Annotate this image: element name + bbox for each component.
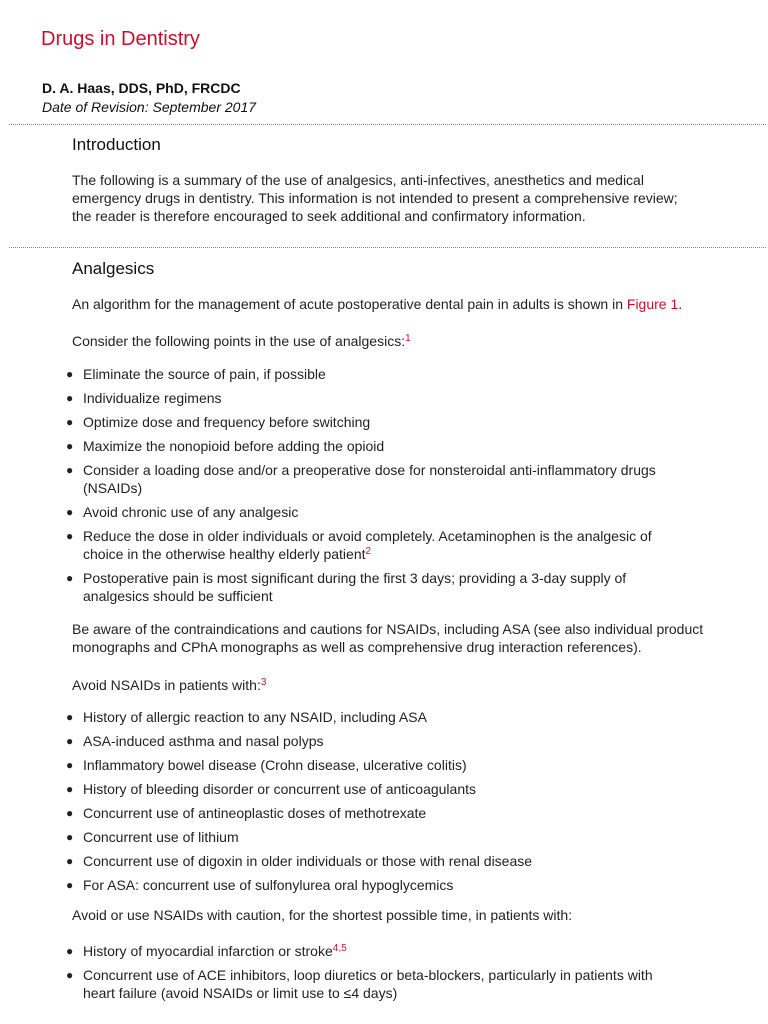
avoid-text: Avoid NSAIDs in patients with: xyxy=(72,677,261,693)
avoid-item xyxy=(0,732,663,750)
algorithm-text: An algorithm for the management of acute postoperative dental pain in adults is shown in xyxy=(72,296,623,312)
list-item-text: Optimize dose and frequency before switching xyxy=(83,414,371,430)
analgesic-points-list xyxy=(0,365,700,605)
list-item-text: Concurrent use of lithium xyxy=(83,829,239,845)
reference-link[interactable]: 2 xyxy=(365,546,372,557)
list-item-text: History of myocardial infarction or stroke xyxy=(83,943,333,959)
author-line: D. A. Haas, DDS, PhD, FRCDC xyxy=(42,80,241,96)
introduction-text: The following is a summary of the use of analgesics, anti-infectives, anesthetics and medical emergency drugs in dentistry. This information is not intended to present a comprehensive review; the reader is therefore encouraged to seek additional and confirmatory information. xyxy=(72,172,678,224)
list-item-text: Individualize regimens xyxy=(83,390,222,406)
analgesic-point xyxy=(0,503,663,521)
list-item-text: Avoid chronic use of any analgesic xyxy=(83,504,299,520)
analgesic-point xyxy=(0,389,663,407)
introduction-heading: Introduction xyxy=(72,135,161,154)
list-item-text: ASA-induced asthma and nasal polyps xyxy=(83,733,324,749)
list-item-text: Concurrent use of ACE inhibitors, loop diuretics or beta-blockers, particularly in patients with heart failure (avoid NSAIDs or limit use to ≤4 days) xyxy=(83,967,653,1001)
avoid-paragraph xyxy=(72,676,712,694)
list-item-text: History of allergic reaction to any NSAID, including ASA xyxy=(83,709,427,725)
document-title: Drugs in Dentistry xyxy=(41,28,200,50)
caution-item xyxy=(0,966,663,1002)
bullet-icon: ● xyxy=(66,830,74,844)
list-item-text: Inflammatory bowel disease (Crohn disease, ulcerative colitis) xyxy=(83,757,467,773)
list-item-text: Consider a loading dose and/or a preoperative dose for nonsteroidal anti-inflammatory drugs (NSAIDs) xyxy=(83,462,656,496)
list-item-text: Eliminate the source of pain, if possible xyxy=(83,366,326,382)
list-item-text: Reduce the dose in older individuals or avoid completely. Acetaminophen is the analgesic of choice in the otherwise healthy elderly patient xyxy=(83,528,652,562)
algorithm-paragraph xyxy=(72,295,712,313)
bullet-icon: ● xyxy=(66,505,74,519)
avoid-item xyxy=(0,876,663,894)
list-item-text: Maximize the nonopioid before adding the opioid xyxy=(83,438,385,454)
bullet-icon: ● xyxy=(66,391,74,405)
reference-link[interactable]: 4,5 xyxy=(332,943,347,954)
avoid-item xyxy=(0,852,663,870)
avoid-item xyxy=(0,780,663,798)
bullet-icon: ● xyxy=(66,734,74,748)
algorithm-end: . xyxy=(678,296,683,312)
bullet-icon: ● xyxy=(66,806,74,820)
analgesic-point xyxy=(0,527,663,563)
bullet-icon: ● xyxy=(66,439,74,453)
section-divider xyxy=(9,124,766,125)
consider-text: Consider the following points in the use of analgesics: xyxy=(72,333,406,349)
figure-1-link[interactable]: Figure 1 xyxy=(626,296,679,312)
analgesics-heading: Analgesics xyxy=(72,259,155,278)
caution-nsaids-list xyxy=(0,942,700,1002)
revision-date: Date of Revision: September 2017 xyxy=(42,99,257,115)
bullet-icon: ● xyxy=(66,758,74,772)
analgesic-point xyxy=(0,461,663,497)
bullet-icon: ● xyxy=(66,529,74,543)
bullet-icon: ● xyxy=(66,571,74,585)
bullet-icon: ● xyxy=(66,710,74,724)
avoid-nsaids-list xyxy=(0,708,700,894)
caution-paragraph: Avoid or use NSAIDs with caution, for the shortest possible time, in patients with: xyxy=(72,907,573,923)
avoid-item xyxy=(0,708,663,726)
bullet-icon: ● xyxy=(66,944,74,958)
bullet-icon: ● xyxy=(66,367,74,381)
aware-paragraph: Be aware of the contraindications and cautions for NSAIDs, including ASA (see also individual product monographs and CPhA monographs as well as comprehensive drug interaction references). xyxy=(72,621,704,655)
caution-item xyxy=(0,942,663,960)
avoid-item xyxy=(0,756,663,774)
reference-link[interactable]: 1 xyxy=(405,333,411,344)
bullet-icon: ● xyxy=(66,968,74,982)
analgesic-point xyxy=(0,365,663,383)
consider-paragraph xyxy=(72,332,712,350)
analgesic-point xyxy=(0,413,663,431)
avoid-item xyxy=(0,804,663,822)
bullet-icon: ● xyxy=(66,782,74,796)
bullet-icon: ● xyxy=(66,463,74,477)
list-item-text: Postoperative pain is most significant during the first 3 days; providing a 3-day supply of analgesics should be sufficient xyxy=(83,570,627,604)
analgesic-point xyxy=(0,437,663,455)
section-divider xyxy=(9,247,766,248)
bullet-icon: ● xyxy=(66,854,74,868)
list-item-text: History of bleeding disorder or concurrent use of anticoagulants xyxy=(83,781,476,797)
reference-link[interactable]: 3 xyxy=(260,677,267,688)
bullet-icon: ● xyxy=(66,415,74,429)
list-item-text: For ASA: concurrent use of sulfonylurea oral hypoglycemics xyxy=(83,877,454,893)
bullet-icon: ● xyxy=(66,878,74,892)
list-item-text: Concurrent use of digoxin in older individuals or those with renal disease xyxy=(83,853,533,869)
list-item-text: Concurrent use of antineoplastic doses of methotrexate xyxy=(83,805,427,821)
analgesic-point xyxy=(0,569,663,605)
avoid-item xyxy=(0,828,663,846)
